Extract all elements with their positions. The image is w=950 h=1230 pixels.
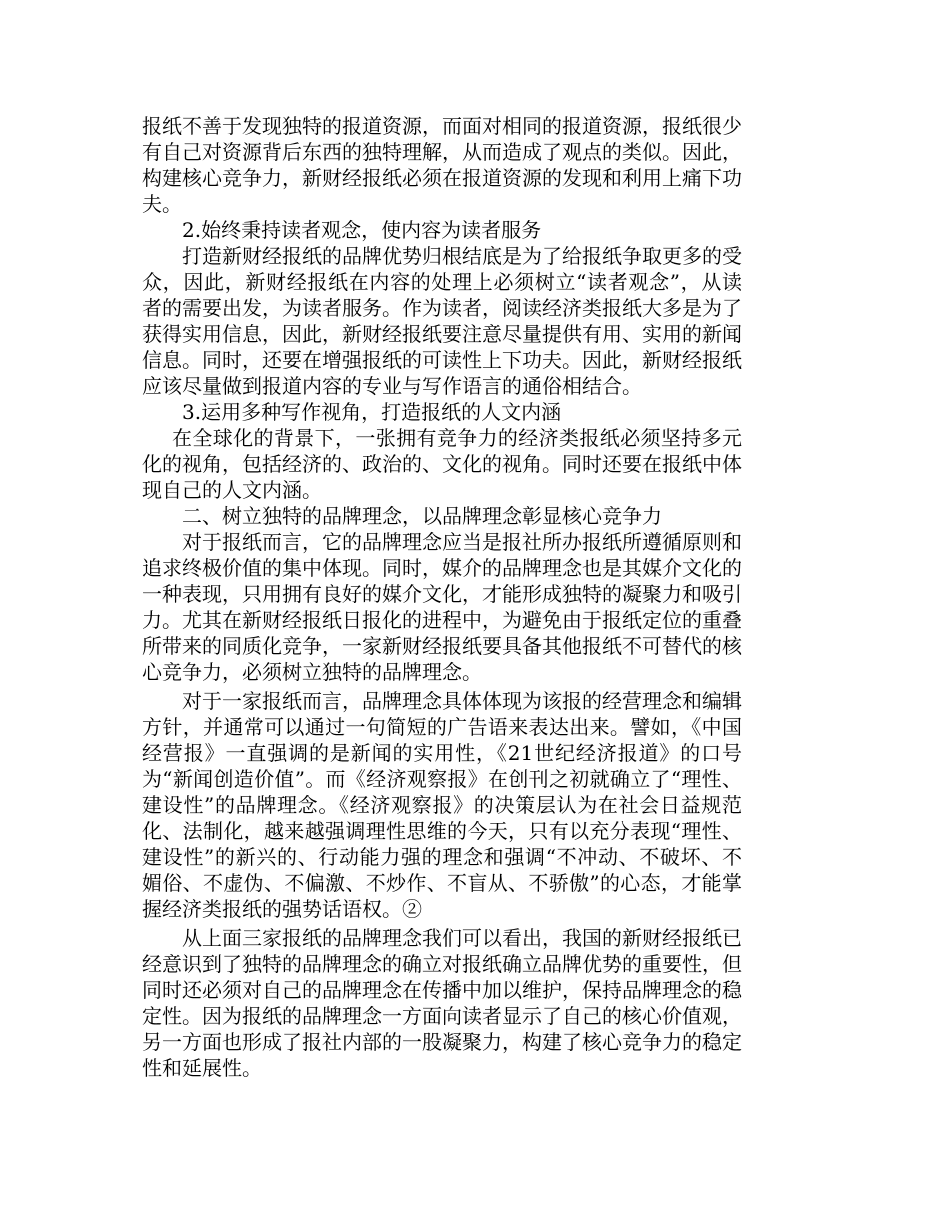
paragraph-resources: 报纸不善于发现独特的报道资源，而面对相同的报道资源，报纸很少有自己对资源背后东西的独特理解，从而造成了观点的类似。因此，构建核心竞争力，新财经报纸必须在报道资源的发现和利用上痛下功夫。 <box>142 114 742 216</box>
paragraph-brand-examples: 对于一家报纸而言，品牌理念具体体现为该报的经营理念和编辑方针，并通常可以通过一句简短的广告语来表达出来。譬如，《中国经营报》一直强调的是新闻的实用性，《21世纪经济报道》的口号为“新闻创造价值”。而《经济观察报》在创刊之初就确立了“理性、建设性”的品牌理念。《经济观察报》的决策层认为在社会日益规范化、法制化，越来越强调理性思维的今天，只有以充分表现“理性、建设性”的新兴的、行动能力强的理念和强调“不冲动、不破坏、不媚俗、不虚伪、不偏激、不炒作、不盲从、不骄傲”的心态，才能掌握经济类报纸的强势话语权。② <box>142 689 742 921</box>
document-body <box>142 113 742 1081</box>
paragraph-writing-perspectives: 在全球化的背景下，一张拥有竞争力的经济类报纸必须坚持多元化的视角，包括经济的、政治的、文化的视角。同时还要在报纸中体现自己的人文内涵。 <box>142 426 742 502</box>
heading-reader-concept: 2.始终秉持读者观念，使内容为读者服务 <box>182 218 542 242</box>
heading-brand-philosophy: 二、树立独特的品牌理念，以品牌理念彰显核心竞争力 <box>182 504 662 528</box>
paragraph-brand-conclusion: 从上面三家报纸的品牌理念我们可以看出，我国的新财经报纸已经意识到了独特的品牌理念的确立对报纸确立品牌优势的重要性，但同时还必须对自己的品牌理念在传播中加以维护，保持品牌理念的稳定性。因为报纸的品牌理念一方面向读者显示了自己的核心价值观，另一方面也形成了报社内部的一股凝聚力，构建了核心竞争力的稳定性和延展性。 <box>142 926 742 1080</box>
paragraph-reader-concept: 打造新财经报纸的品牌优势归根结底是为了给报纸争取更多的受众，因此，新财经报纸在内容的处理上必须树立“读者观念”，从读者的需要出发，为读者服务。作为读者，阅读经济类报纸大多是为了获得实用信息，因此，新财经报纸要注意尽量提供有用、实用的新闻信息。同时，还要在增强报纸的可读性上下功夫。因此，新财经报纸应该尽量做到报道内容的专业与写作语言的通俗相结合。 <box>142 244 742 398</box>
paragraph-brand-philosophy: 对于报纸而言，它的品牌理念应当是报社所办报纸所遵循原则和追求终极价值的集中体现。同时，媒介的品牌理念也是其媒介文化的一种表现，只用拥有良好的媒介文化，才能形成独特的凝聚力和吸引力。尤其在新财经报纸日报化的进程中，为避免由于报纸定位的重叠所带来的同质化竞争，一家新财经报纸要具备其他报纸不可替代的核心竞争力，必须树立独特的品牌理念。 <box>142 530 742 684</box>
heading-writing-perspectives: 3.运用多种写作视角，打造报纸的人文内涵 <box>182 400 562 424</box>
